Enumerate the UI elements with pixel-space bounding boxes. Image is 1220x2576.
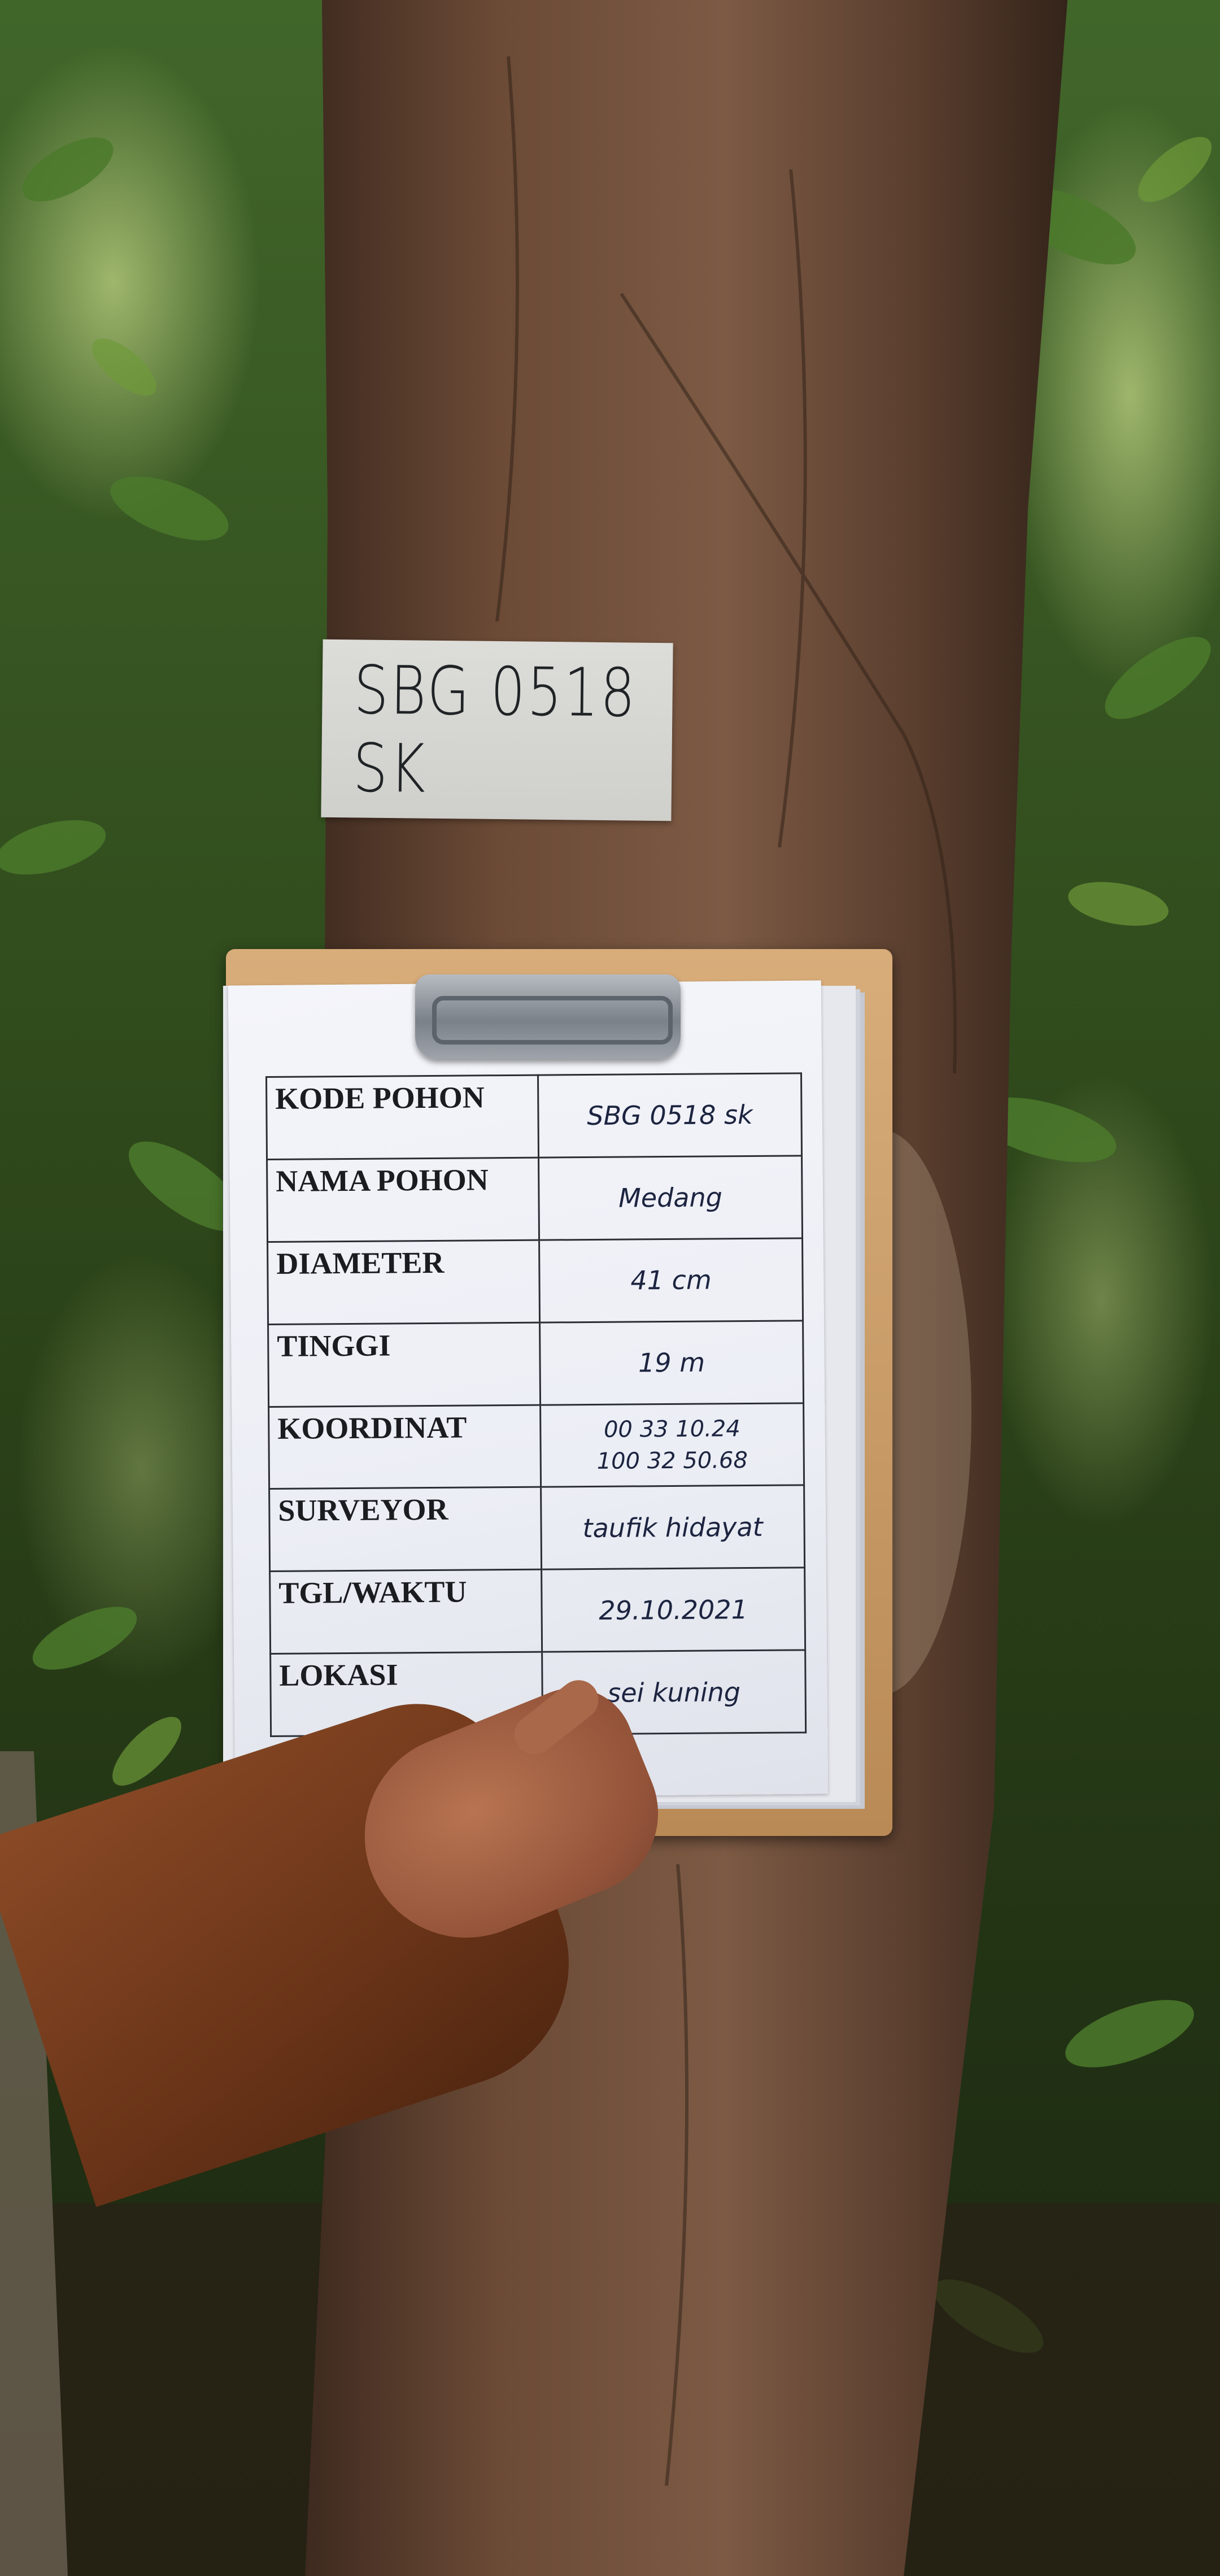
coordinate-line-longitude: 100 32 50.68 xyxy=(596,1447,748,1474)
form-label: NAMA POHON xyxy=(267,1158,539,1242)
form-row-tgl-waktu xyxy=(270,1568,805,1653)
form-row-kode-pohon xyxy=(267,1073,802,1159)
form-label: KODE POHON xyxy=(267,1075,539,1159)
form-label: LOKASI xyxy=(271,1652,543,1736)
form-label: TGL/WAKTU xyxy=(270,1569,542,1653)
form-label: DIAMETER xyxy=(268,1240,540,1324)
form-value-koordinat xyxy=(541,1403,804,1487)
form-row-koordinat xyxy=(269,1403,804,1489)
form-value-tgl-waktu: 29.10.2021 xyxy=(542,1568,805,1652)
form-value-tinggi: 19 m xyxy=(540,1320,804,1404)
form-value-nama-pohon: Medang xyxy=(538,1156,802,1240)
form-row-diameter xyxy=(268,1238,803,1324)
form-value-lokasi: sei kuning xyxy=(542,1650,806,1734)
form-value-surveyor: taufik hidayat xyxy=(541,1485,805,1569)
tree-id-tag xyxy=(321,639,673,821)
form-value-diameter: 41 cm xyxy=(539,1238,803,1322)
form-label: SURVEYOR xyxy=(269,1487,542,1571)
clipboard-clip xyxy=(415,974,681,1059)
survey-form-table xyxy=(265,1072,807,1737)
form-value-kode-pohon: SBG 0518 sk xyxy=(538,1073,801,1158)
form-label: TINGGI xyxy=(268,1322,541,1407)
tree-id-tag-text: SBG 0518 SK xyxy=(352,650,638,808)
form-label: KOORDINAT xyxy=(269,1405,541,1489)
coordinate-line-latitude: 00 33 10.24 xyxy=(603,1416,740,1443)
form-row-nama-pohon xyxy=(267,1156,803,1242)
form-row-tinggi xyxy=(268,1320,804,1406)
form-row-surveyor xyxy=(269,1485,805,1571)
